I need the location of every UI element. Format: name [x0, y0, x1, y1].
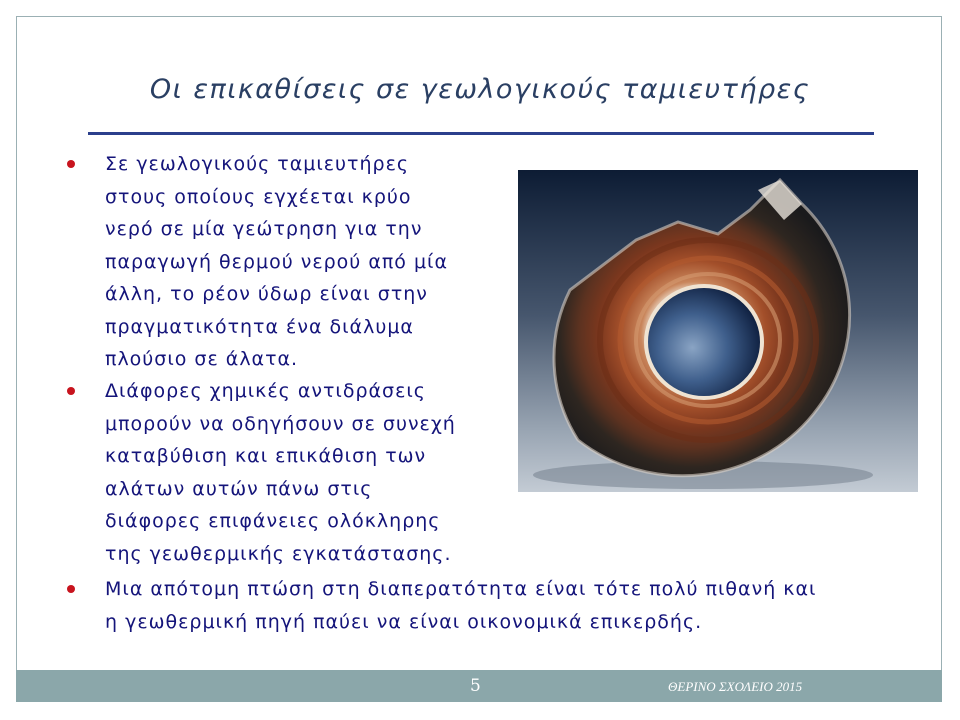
scaled-pipe-photo — [518, 170, 918, 492]
scaled-pipe-cross-section-image — [518, 170, 918, 492]
footer-text: ΘΕΡΙΝΟ ΣΧΟΛΕΙΟ 2015 — [668, 679, 803, 694]
bullet-dot-icon — [67, 160, 75, 168]
bullet-1-line-4: παραγωγή θερμού νερού από μία — [105, 250, 449, 273]
bullet-1-line-1: Σε γεωλογικούς ταμιευτήρες — [105, 153, 409, 175]
bullet-1-line-5: άλλη, το ρέον ύδωρ είναι στην — [105, 283, 428, 305]
bullet-dot-icon — [67, 387, 75, 395]
bullet-1-line-7: πλούσιο σε άλατα. — [105, 348, 299, 370]
bullet-3 — [105, 573, 905, 638]
bullet-1 — [105, 148, 505, 376]
title-underline — [88, 132, 874, 135]
bullet-1-line-3: νερό σε μία γεώτρηση για την — [105, 218, 423, 240]
slide-title: Οι επικαθίσεις σε γεωλογικούς ταμιευτήρες — [149, 74, 811, 105]
bullet-2-line-4: αλάτων αυτών πάνω στις — [105, 477, 373, 500]
bullet-3-line-1: Μια απότομη πτώση στη διαπερατότητα είναι τότε πολύ πιθανή και — [105, 578, 817, 600]
bullet-2-line-1: Διάφορες χημικές αντιδράσεις — [105, 380, 426, 402]
bullet-2-line-2: μπορούν να οδηγήσουν σε συνεχή — [105, 412, 456, 435]
bullet-2-line-3: καταβύθιση και επικάθιση των — [105, 445, 427, 467]
bullet-dot-icon — [67, 585, 75, 593]
bullet-1-line-2: στους οποίους εγχέεται κρύο — [105, 185, 412, 208]
bullet-2 — [105, 375, 505, 570]
bullet-2-line-5: διάφορες επιφάνειες ολόκληρης — [105, 510, 441, 532]
bullet-3-line-2: η γεωθερμική πηγή παύει να είναι οικονομικά επικερδής. — [105, 610, 703, 633]
bullet-1-line-6: πραγματικότητα ένα διάλυμα — [105, 315, 414, 338]
bullet-2-line-6: της γεωθερμικής εγκατάστασης. — [105, 542, 452, 565]
page-number: 5 — [470, 676, 481, 696]
